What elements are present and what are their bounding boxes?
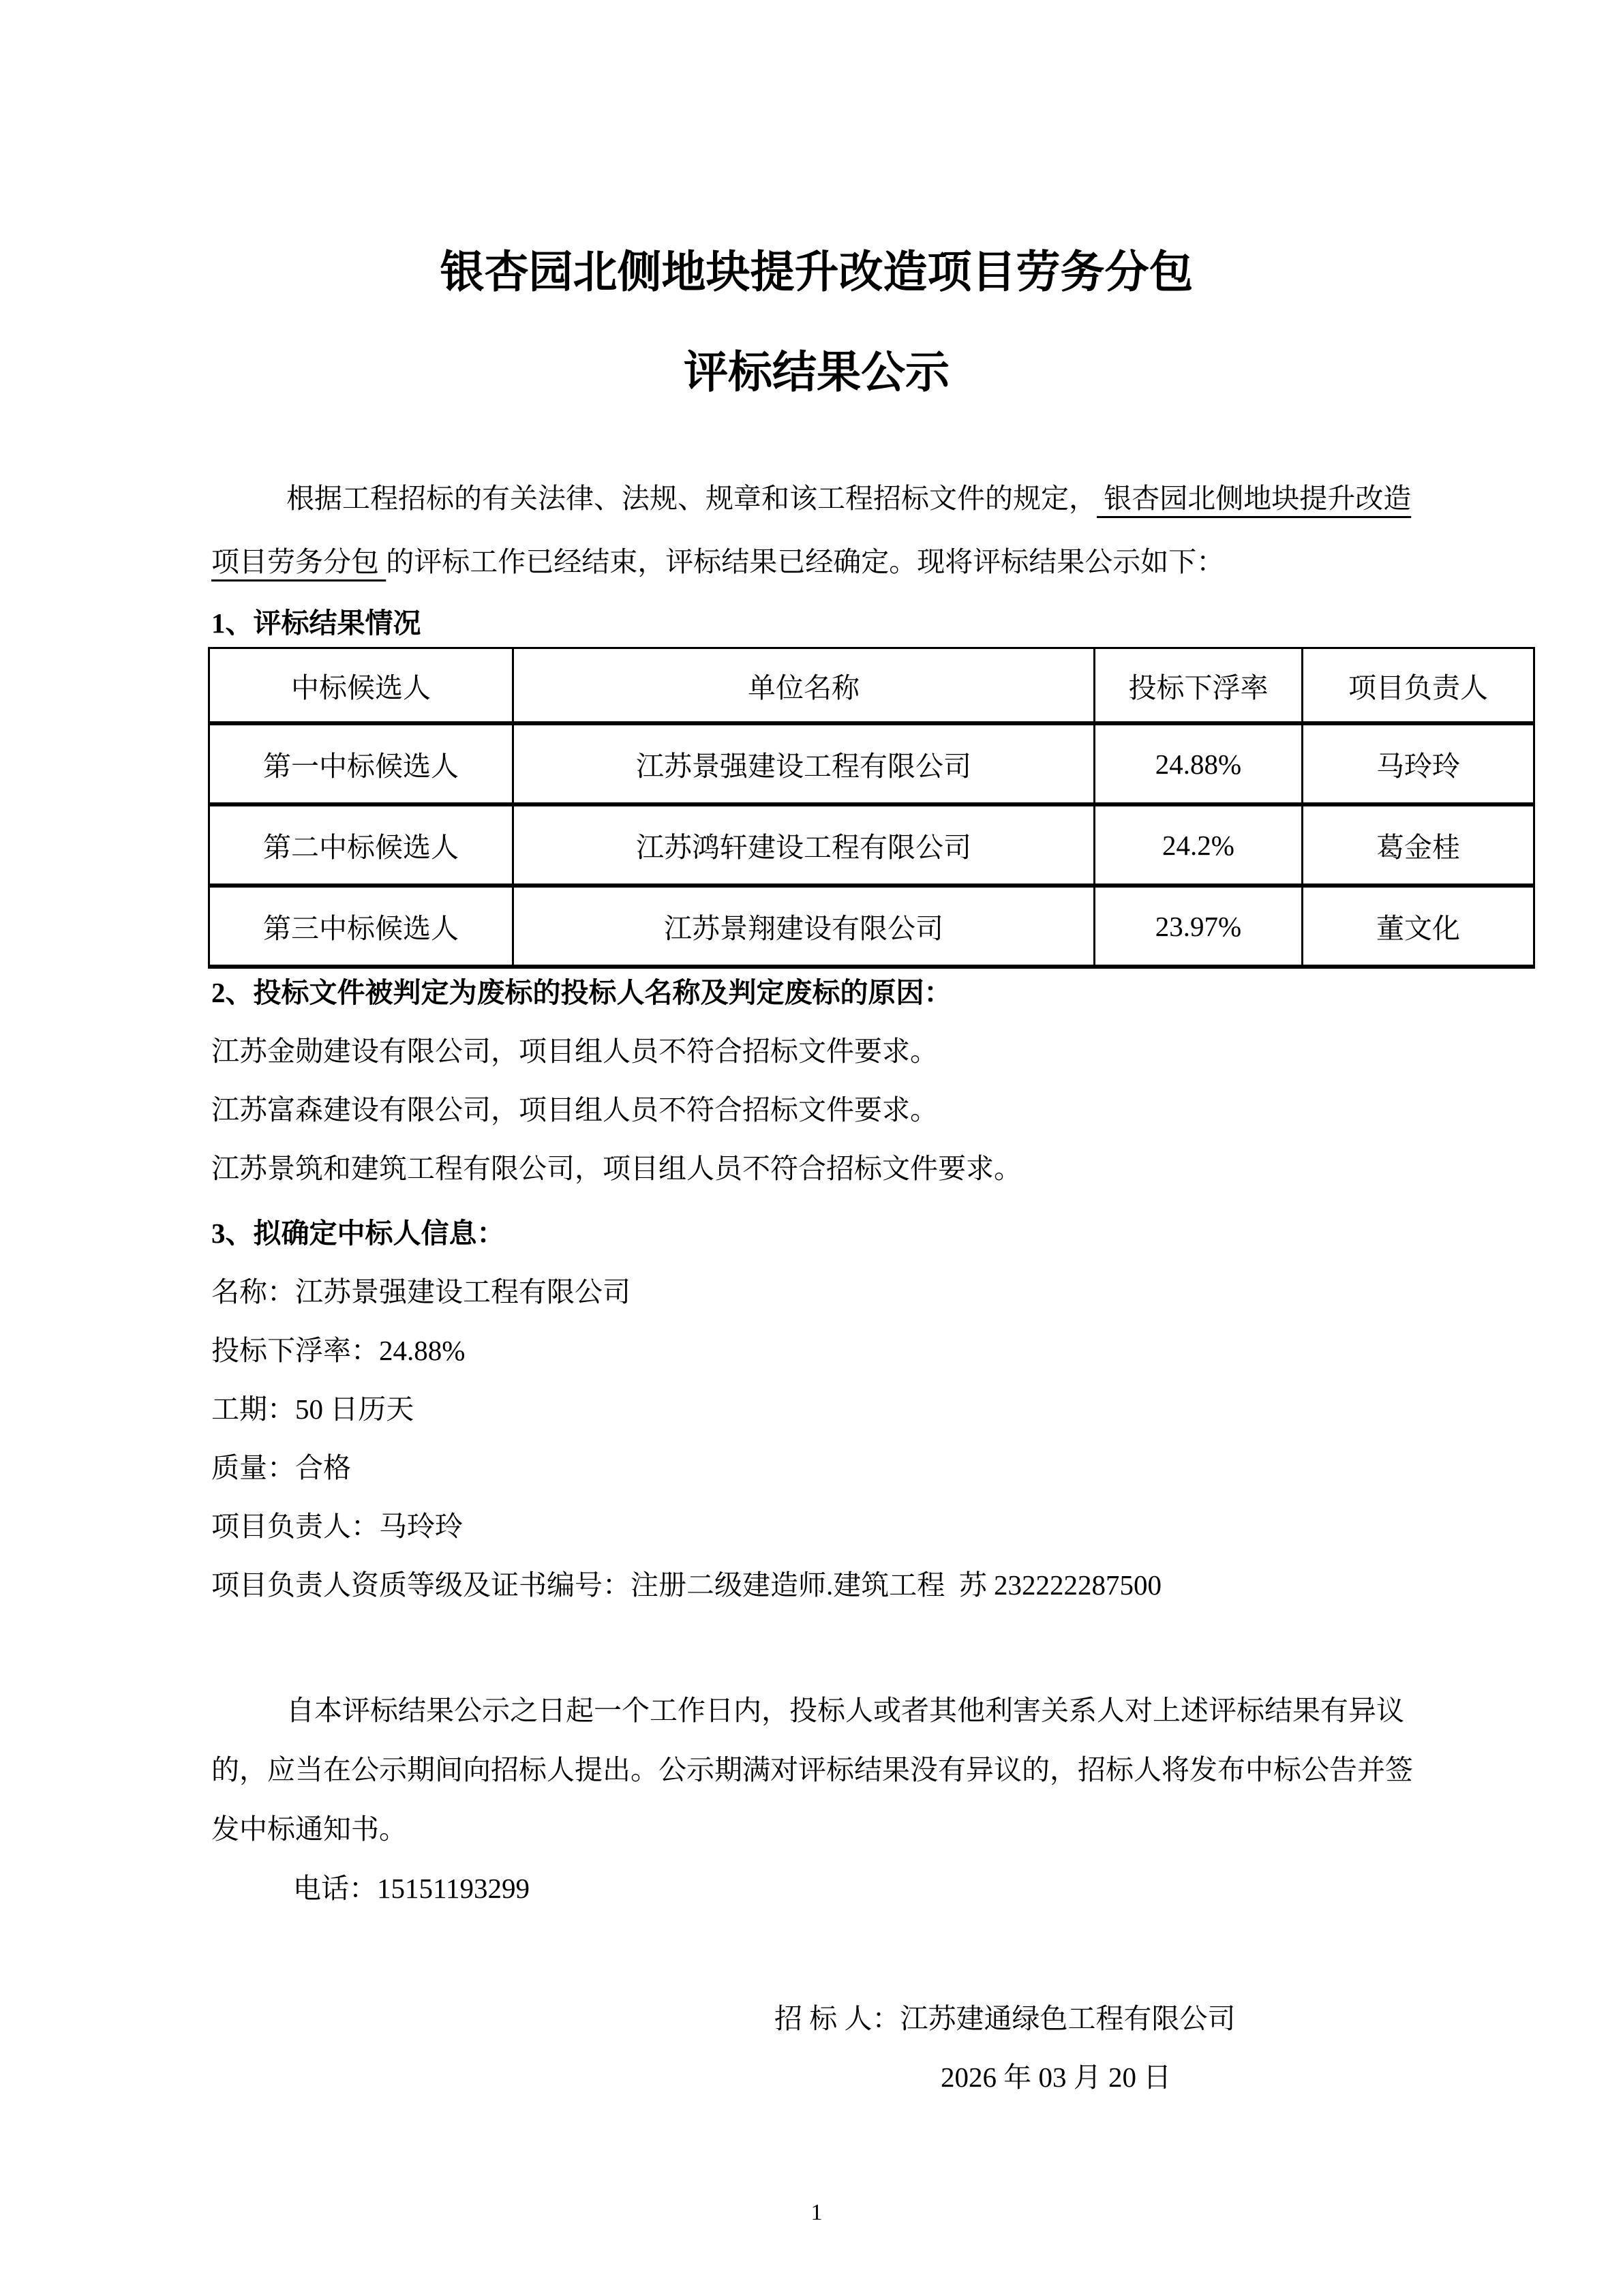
table-header-row — [209, 648, 1534, 724]
date-line: 2026 年 03 月 20 日 — [941, 2061, 1172, 2093]
cell-project-manager: 董文化 — [1303, 886, 1534, 967]
cell-discount-rate: 24.88% — [1095, 723, 1303, 804]
document-title-line1: 银杏园北侧地块提升改造项目劳务分包 — [440, 248, 1194, 297]
col-header-discount-rate: 投标下浮率 — [1095, 648, 1303, 724]
cell-discount-rate: 23.97% — [1095, 886, 1303, 967]
cell-candidate-rank: 第三中标候选人 — [209, 886, 513, 967]
table-row — [209, 886, 1534, 967]
cell-candidate-rank: 第二中标候选人 — [209, 804, 513, 886]
evaluation-result-table — [208, 647, 1535, 969]
cell-candidate-rank: 第一中标候选人 — [209, 723, 513, 804]
winner-info-quality: 质量：合格 — [211, 1452, 351, 1483]
winner-info-certificate: 项目负责人资质等级及证书编号：注册二级建造师.建筑工程 苏 232222287500 — [211, 1569, 1162, 1601]
section2-heading: 2、投标文件被判定为废标的投标人名称及判定废标的原因： — [211, 977, 952, 1008]
tenderer-line: 招 标 人：江苏建通绿色工程有限公司 — [774, 2003, 1236, 2034]
intro-underlined-project-name: 银杏园北侧地块提升改造项目劳务分包 — [211, 483, 1412, 577]
document-title-line2: 评标结果公示 — [683, 348, 950, 397]
cell-company-name: 江苏景强建设工程有限公司 — [513, 723, 1095, 804]
col-header-candidate: 中标候选人 — [209, 648, 513, 724]
cell-project-manager: 葛金桂 — [1303, 804, 1534, 886]
section3-heading: 3、拟确定中标人信息： — [211, 1218, 505, 1249]
winner-info-name: 名称：江苏景强建设工程有限公司 — [211, 1276, 631, 1308]
rejected-bidder-item: 江苏景筑和建筑工程有限公司，项目组人员不符合招标文件要求。 — [211, 1153, 1022, 1184]
winner-info-discount-rate: 投标下浮率：24.88% — [211, 1335, 466, 1366]
cell-company-name: 江苏景翔建设有限公司 — [513, 886, 1095, 967]
rejected-bidder-item: 江苏富森建设有限公司，项目组人员不符合招标文件要求。 — [211, 1094, 938, 1126]
winner-info-project-manager: 项目负责人：马玲玲 — [211, 1511, 463, 1542]
cell-discount-rate: 24.2% — [1095, 804, 1303, 886]
col-header-company: 单位名称 — [513, 648, 1095, 724]
cell-project-manager: 马玲玲 — [1303, 723, 1534, 804]
intro-paragraph — [211, 467, 1422, 594]
table-row — [209, 804, 1534, 886]
intro-text-after: 的评标工作已经结束，评标结果已经确定。现将评标结果公示如下： — [386, 546, 1225, 577]
cell-company-name: 江苏鸿轩建设工程有限公司 — [513, 804, 1095, 886]
col-header-project-manager: 项目负责人 — [1303, 648, 1534, 724]
closing-paragraph: 自本评标结果公示之日起一个工作日内，投标人或者其他利害关系人对上述评标结果有异议的，应当在公示期间向招标人提出。公示期满对评标结果没有异议的，招标人将发布中标公告并签发中标通知书。 — [211, 1695, 1413, 1845]
phone-line: 电话：15151193299 — [293, 1873, 530, 1904]
winner-info-duration: 工期：50 日历天 — [211, 1393, 414, 1425]
page-number: 1 — [810, 2200, 823, 2225]
section1-heading: 1、评标结果情况 — [211, 607, 421, 639]
rejected-bidder-item: 江苏金勋建设有限公司，项目组人员不符合招标文件要求。 — [211, 1036, 938, 1067]
intro-text-before: 根据工程招标的有关法律、法规、规章和该工程招标文件的规定， — [286, 483, 1097, 514]
table-row — [209, 723, 1534, 804]
